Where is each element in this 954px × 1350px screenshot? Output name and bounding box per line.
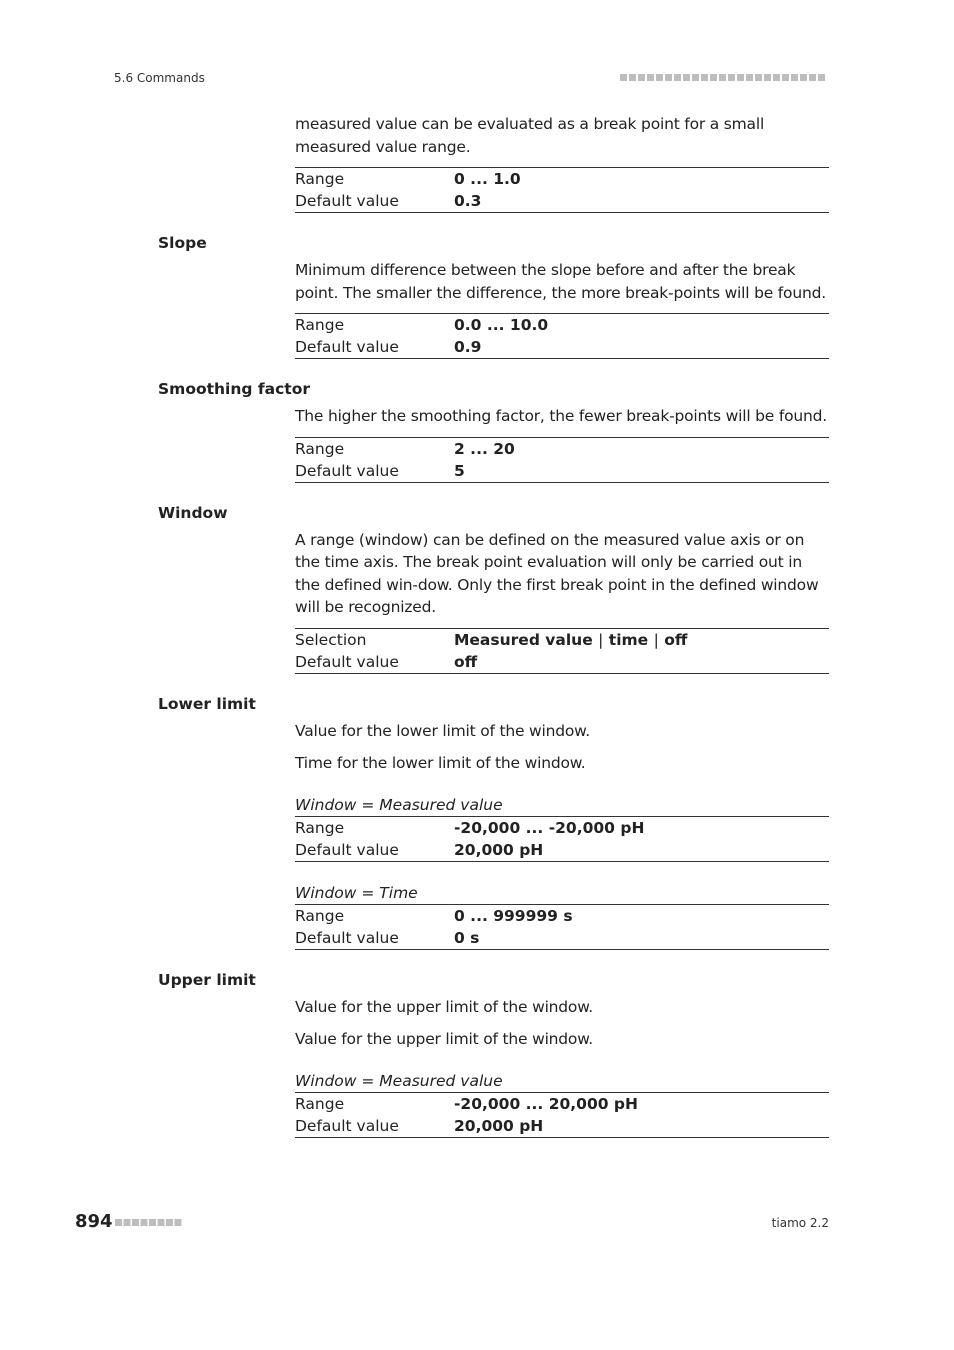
table-row [295, 336, 829, 359]
param-value: 0 s [454, 928, 480, 947]
upper-measured-param-table [295, 1092, 829, 1138]
param-label: Range [295, 170, 345, 188]
table-row [295, 190, 829, 213]
param-value: 0 ... 1.0 [454, 170, 521, 188]
lower-caption-time: Window = Time [295, 883, 418, 902]
slope-text: Minimum difference between the slope before and after the break point. The smaller the difference, the more break-points will be found. [295, 261, 826, 302]
footer-product-name: tiamo 2.2 [771, 1216, 829, 1230]
section-heading-window: Window [158, 503, 228, 522]
main-content [158, 113, 829, 1138]
param-value: 0 ... 999999 s [454, 906, 573, 925]
param-value [454, 628, 829, 651]
header-section-title: 5.6 Commands [114, 71, 205, 85]
upper-caption-measured: Window = Measured value [295, 1071, 503, 1090]
window-param-table [295, 628, 829, 674]
table-row [295, 314, 829, 337]
smoothing-param-table [295, 437, 829, 483]
table-row [295, 927, 829, 950]
table-row [295, 437, 829, 460]
window-text: A range (window) can be defined on the measured value axis or on the time axis. The break point evaluation will only be carried out in the defined win-dow. Only the first break point in the defined window will be recognized. [295, 530, 819, 616]
table-row [295, 904, 829, 927]
header-decorative-dots [620, 74, 829, 82]
table-row [295, 168, 829, 191]
param-label: Range [295, 439, 345, 458]
table-row [295, 1115, 829, 1138]
param-value: off [454, 652, 478, 671]
param-value: 5 [454, 461, 465, 480]
intro-param-table [295, 167, 829, 213]
param-value: 20,000 pH [454, 1116, 544, 1135]
lower-text-1: Value for the lower limit of the window. [295, 721, 590, 740]
section-heading-smoothing-factor: Smoothing factor [158, 380, 310, 398]
param-label: Range [295, 906, 345, 925]
table-row [295, 839, 829, 862]
section-heading-upper-limit: Upper limit [158, 970, 256, 989]
option-measured-value: Measured value [454, 630, 593, 649]
lower-caption-measured: Window = Measured value [295, 795, 503, 814]
table-row [295, 628, 829, 651]
param-label: Default value [295, 652, 399, 671]
param-value: 0.9 [454, 338, 482, 356]
param-label: Default value [295, 840, 399, 859]
lower-measured-param-table [295, 816, 829, 862]
option-off: off [664, 630, 688, 649]
param-label: Default value [295, 338, 399, 356]
lower-time-param-table [295, 904, 829, 950]
smoothing-text: The higher the smoothing factor, the fewer break-points will be found. [295, 407, 828, 425]
param-label: Default value [295, 192, 399, 210]
param-value: -20,000 ... -20,000 pH [454, 818, 645, 837]
param-label: Default value [295, 1116, 399, 1135]
param-value: -20,000 ... 20,000 pH [454, 1094, 638, 1113]
intro-text: measured value can be evaluated as a break point for a small measured value range. [295, 115, 765, 156]
section-heading-lower-limit: Lower limit [158, 694, 256, 713]
upper-text-1: Value for the upper limit of the window. [295, 997, 593, 1016]
param-label: Range [295, 818, 345, 837]
param-label: Range [295, 316, 345, 334]
table-row [295, 1092, 829, 1115]
param-label: Default value [295, 928, 399, 947]
table-row [295, 651, 829, 674]
param-value: 0.3 [454, 192, 482, 210]
option-separator: | [653, 630, 659, 649]
param-label: Default value [295, 461, 399, 480]
param-label: Range [295, 1094, 345, 1113]
param-value: 0.0 ... 10.0 [454, 316, 549, 334]
param-value: 20,000 pH [454, 840, 544, 859]
param-label: Selection [295, 630, 367, 649]
section-heading-slope: Slope [158, 234, 207, 252]
param-value: 2 ... 20 [454, 439, 515, 458]
upper-text-2: Value for the upper limit of the window. [295, 1030, 593, 1048]
lower-text-2: Time for the lower limit of the window. [295, 754, 586, 772]
footer-decorative-dots [115, 1219, 182, 1227]
option-time: time [608, 630, 649, 649]
page-number: 894 [75, 1211, 113, 1232]
table-row [295, 460, 829, 483]
table-row [295, 816, 829, 839]
option-separator: | [598, 630, 604, 649]
slope-param-table [295, 313, 829, 359]
